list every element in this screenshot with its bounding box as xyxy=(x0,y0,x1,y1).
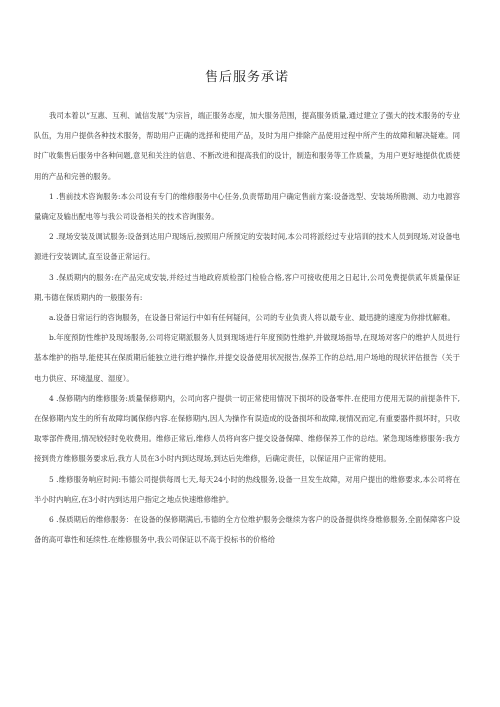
paragraph-post-warranty: 6 .保质期后的维修服务：在设备的保修期满后,韦德的全方位维护服务会继续为客户的设备提供终身维修服务,全面保障客户设备的高可靠性和延续性.在维修服务中,我公司保证以不高于投标书的价格给 xyxy=(34,515,460,545)
paragraph-response-time: 5 .维修服务响应时间:韦德公司提供每周七天,每天24小时的热线服务,设备一旦发生故障，对用户提出的维修要求,本公司将在半小时内响应,在3小时内到达用户指定之地点快速维修维护。 xyxy=(34,474,460,504)
document-title: 售后服务承诺 xyxy=(204,70,289,85)
paragraph-presale-consulting: 1 .售前技术咨询服务:本公司设有专门的维修服务中心任务,负责帮助用户确定售前方案:设备选型、安装场所勘测、动力电源容量确定及输出配电等与我公司设备相关的技术咨询服务。 xyxy=(34,191,460,222)
paragraph-warranty-repair: 4 .保修期内的维修服务:质量保修期内，公司向客户提供一切正常使用情况下损坏的设备零件.在使用方使用无误的前提条件下,在保修期内发生的所有故障均属保修内容.在保修期内,因人为操作有误造成的设备损坏和故障,视情况而定,有重要器件损坏时，只收取零部件费用,情况较轻时免收费用。维修正常后,维修人员将向客户提交设备保障、维修保养工作的总结。紧急现场维修服务:我方接到贵方维修服务要求后,我方人员在3小时内到达现场,到达后先维修，后确定责任，以保证用户正常的使用。 xyxy=(34,393,460,464)
paragraph-installation: 2 .现场安装及调试服务:设备到达用户现场后,按照用户所预定的安装时间,本公司将派经过专业培训的技术人员到现场,对设备电源进行安装调试,直至设备正常运行。 xyxy=(34,232,460,262)
paragraph-item-a: a.设备日常运行的咨询服务，在设备日常运行中如有任何疑问，公司的专业负责人将以最专业、最迅捷的速度为你排忧解难。 xyxy=(49,313,455,323)
paragraph-warranty-service: 3 .保质期内的服务:在产品完成安装,并经过当地政府质检部门检验合格,客户可接收使用之日起计,公司免费提供贰年质量保证期,韦德在保质期内的一般服务有: xyxy=(34,272,460,302)
paragraph-item-b: b.年度预防性维护及现场服务,公司将定期派服务人员到现场进行年度预防性维护,并做现场指导,在现场对客户的维护人员进行基本维护的指导,能使其在保质期后能独立进行维护操作,并提交设备使用状况报告,保养工作的总结,用户场地的现状评估报告（关于电力供应、环境温度、湿度）。 xyxy=(34,333,460,383)
paragraph-intro: 我司本着以“互惠、互利、诚信发展”为宗旨，端正服务态度，加大服务范围，提高服务质量,通过建立了强大的技术服务的专业队伍，为用户提供各种技术服务，帮助用户正确的选择和使用产品，及时为用户排除产品使用过程中所产生的故障和解决疑难。同时广收集售后服务中各种问题,意见和关注的信息、不断改进和提高我们的设计，制造和服务等工作质量，为用户更好地提供优质使用的产品和完善的服务。 xyxy=(34,111,460,181)
